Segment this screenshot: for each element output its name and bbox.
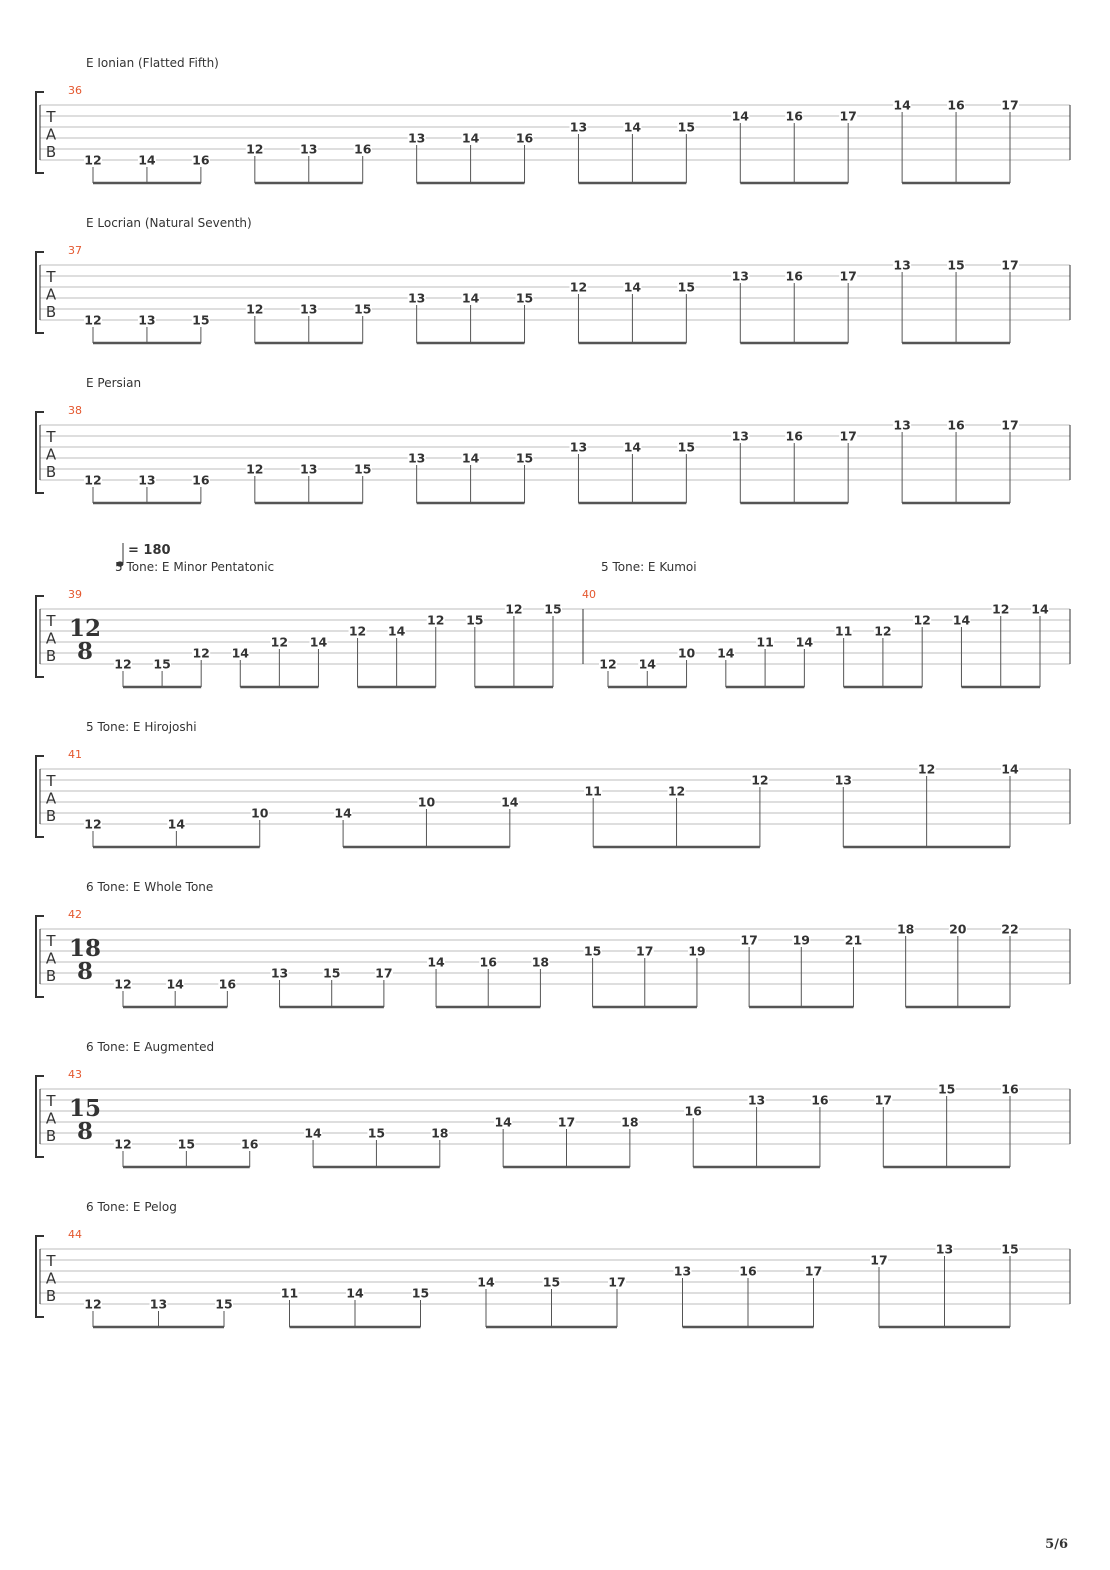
fret-number: 15 (1001, 1241, 1019, 1257)
fret-number: 14 (231, 645, 249, 661)
time-signature-bottom: 8 (76, 1118, 94, 1145)
fret-number: 13 (893, 257, 911, 273)
fret-number: 16 (785, 268, 803, 284)
fret-number: 20 (949, 921, 967, 937)
fret-number: 17 (1001, 257, 1019, 273)
fret-number: 13 (407, 130, 426, 146)
fret-number: 15 (466, 612, 484, 628)
fret-number: 12 (114, 976, 132, 992)
fret-number: 14 (309, 634, 328, 650)
fret-number: 15 (323, 965, 341, 981)
fret-number: 13 (138, 472, 156, 488)
fret-number: 15 (937, 1081, 956, 1097)
tab-clef-letter: T (46, 932, 56, 950)
fret-number: 12 (246, 141, 264, 157)
fret-number: 14 (477, 1274, 495, 1290)
time-signature-bottom: 8 (76, 958, 94, 985)
fret-number: 13 (569, 439, 588, 455)
tab-clef-letter: B (45, 1287, 57, 1305)
fret-number: 13 (747, 1092, 766, 1108)
fret-number: 13 (834, 772, 852, 788)
tab-clef-letter: T (46, 1252, 56, 1270)
fret-number: 21 (844, 932, 863, 948)
tab-clef-letter: A (45, 1269, 57, 1288)
fret-number: 15 (177, 1136, 196, 1152)
fret-number: 14 (795, 634, 814, 650)
fret-number: 14 (334, 805, 352, 821)
fret-number: 14 (717, 645, 735, 661)
fret-number: 16 (785, 108, 803, 124)
measure-number: 38 (68, 404, 82, 417)
tab-clef-letter: A (45, 789, 57, 808)
fret-number: 17 (870, 1252, 888, 1268)
fret-number: 12 (874, 623, 892, 639)
fret-number: 10 (251, 805, 269, 821)
tab-clef-letter: B (45, 967, 57, 985)
section-title: 6 Tone: E Augmented (86, 1040, 215, 1054)
fret-number: 10 (677, 645, 696, 661)
fret-number: 12 (192, 645, 210, 661)
fret-number: 14 (304, 1125, 322, 1141)
tab-clef-letter: T (46, 772, 56, 790)
measure-number: 43 (68, 1068, 82, 1081)
fret-number: 14 (166, 976, 184, 992)
fret-number: 13 (300, 461, 318, 477)
section-title: 6 Tone: E Pelog (86, 1200, 177, 1214)
measure-number: 41 (68, 748, 82, 761)
fret-number: 16 (947, 97, 965, 113)
fret-number: 12 (569, 279, 588, 295)
tab-clef-letter: B (45, 143, 57, 161)
fret-number: 19 (792, 932, 810, 948)
tab-clef-letter: A (45, 1109, 57, 1128)
time-signature-bottom: 8 (76, 638, 94, 665)
fret-number: 14 (167, 816, 186, 832)
fret-number: 14 (623, 439, 642, 455)
section-title: E Ionian (Flatted Fifth) (86, 56, 219, 70)
fret-number: 13 (569, 119, 588, 135)
fret-number: 15 (411, 1285, 430, 1301)
fret-number: 11 (756, 634, 774, 650)
fret-number: 12 (84, 152, 102, 168)
tempo-marking: = 180 (128, 543, 171, 558)
fret-number: 12 (84, 312, 102, 328)
tab-clef-letter: T (46, 268, 56, 286)
fret-number: 16 (192, 472, 210, 488)
fret-number: 17 (375, 965, 393, 981)
fret-number: 12 (348, 623, 367, 639)
fret-number: 16 (479, 954, 497, 970)
fret-number: 15 (544, 601, 562, 617)
fret-number: 11 (280, 1285, 299, 1301)
fret-number: 13 (935, 1241, 954, 1257)
fret-number: 13 (138, 312, 156, 328)
fret-number: 17 (740, 932, 758, 948)
fret-number: 16 (1001, 1081, 1019, 1097)
tab-clef-letter: B (45, 303, 57, 321)
fret-number: 15 (515, 290, 534, 306)
fret-number: 14 (346, 1285, 364, 1301)
tab-clef-letter: T (46, 1092, 56, 1110)
tab-clef-letter: A (45, 949, 57, 968)
fret-number: 12 (84, 472, 102, 488)
tab-clef-letter: A (45, 125, 57, 144)
fret-number: 14 (461, 450, 480, 466)
fret-number: 17 (557, 1114, 576, 1130)
fret-number: 17 (1001, 97, 1019, 113)
fret-number: 16 (192, 152, 210, 168)
tab-clef-letter: B (45, 1127, 57, 1145)
fret-number: 14 (387, 623, 406, 639)
fret-number: 17 (839, 108, 857, 124)
fret-number: 13 (407, 290, 426, 306)
section-title: E Locrian (Natural Seventh) (86, 216, 252, 230)
fret-number: 14 (461, 290, 480, 306)
fret-number: 15 (367, 1125, 386, 1141)
tab-clef-letter: B (45, 807, 57, 825)
fret-number: 10 (417, 794, 436, 810)
fret-number: 16 (811, 1092, 829, 1108)
measure-number: 36 (68, 84, 82, 97)
fret-number: 14 (461, 130, 480, 146)
fret-number: 13 (300, 141, 318, 157)
measure-number: 39 (68, 588, 82, 601)
fret-number: 16 (739, 1263, 757, 1279)
fret-number: 13 (673, 1263, 692, 1279)
tab-clef-letter: T (46, 108, 56, 126)
fret-number: 12 (270, 634, 289, 650)
fret-number: 12 (84, 1296, 102, 1312)
measure-number: 44 (68, 1228, 82, 1241)
fret-number: 18 (621, 1114, 639, 1130)
measure-number: 37 (68, 244, 82, 257)
tab-clef-letter: A (45, 629, 57, 648)
fret-number: 12 (505, 601, 523, 617)
tab-clef-letter: A (45, 445, 57, 464)
section-title: 5 Tone: E Minor Pentatonic (115, 560, 275, 574)
fret-number: 12 (84, 816, 102, 832)
fret-number: 14 (731, 108, 749, 124)
section-title: 5 Tone: E Kumoi (601, 560, 697, 574)
fret-number: 17 (1001, 417, 1019, 433)
fret-number: 17 (839, 428, 857, 444)
tab-clef-letter: B (45, 463, 57, 481)
fret-number: 15 (215, 1296, 233, 1312)
fret-number: 15 (677, 439, 696, 455)
fret-number: 12 (599, 656, 617, 672)
fret-number: 15 (515, 450, 534, 466)
fret-number: 13 (731, 428, 749, 444)
fret-number: 13 (270, 965, 289, 981)
fret-number: 12 (427, 612, 445, 628)
fret-number: 14 (1031, 601, 1049, 617)
fret-number: 12 (992, 601, 1010, 617)
fret-number: 14 (623, 279, 642, 295)
fret-number: 12 (751, 772, 769, 788)
fret-number: 16 (785, 428, 803, 444)
section-title: 5 Tone: E Hirojoshi (86, 720, 197, 734)
fret-number: 14 (1001, 761, 1019, 777)
tab-clef-letter: T (46, 612, 56, 630)
fret-number: 15 (192, 312, 210, 328)
fret-number: 15 (677, 119, 696, 135)
fret-number: 12 (913, 612, 931, 628)
fret-number: 14 (638, 656, 656, 672)
fret-number: 16 (515, 130, 534, 146)
measure-number: 42 (68, 908, 82, 921)
page-number: 5/6 (1045, 1537, 1068, 1552)
fret-number: 11 (834, 623, 853, 639)
fret-number: 13 (731, 268, 749, 284)
fret-number: 14 (138, 152, 156, 168)
fret-number: 16 (218, 976, 237, 992)
fret-number: 14 (623, 119, 642, 135)
fret-number: 12 (114, 656, 132, 672)
section-title: 6 Tone: E Whole Tone (86, 880, 214, 894)
fret-number: 18 (431, 1125, 449, 1141)
fret-number: 16 (241, 1136, 259, 1152)
fret-number: 18 (896, 921, 915, 937)
fret-number: 22 (1001, 921, 1019, 937)
tab-clef-letter: T (46, 428, 56, 446)
fret-number: 13 (893, 417, 911, 433)
fret-number: 15 (677, 279, 696, 295)
fret-number: 15 (354, 461, 372, 477)
tab-clef-letter: A (45, 285, 57, 304)
fret-number: 12 (667, 783, 686, 799)
time-signature-top: 15 (68, 1095, 102, 1122)
fret-number: 13 (407, 450, 426, 466)
time-signature-top: 18 (68, 935, 102, 962)
fret-number: 15 (947, 257, 965, 273)
tab-clef-letter: B (45, 647, 57, 665)
fret-number: 14 (952, 612, 971, 628)
fret-number: 17 (839, 268, 857, 284)
fret-number: 15 (542, 1274, 561, 1290)
fret-number: 16 (947, 417, 965, 433)
fret-number: 12 (246, 461, 264, 477)
fret-number: 18 (531, 954, 550, 970)
fret-number: 19 (688, 943, 706, 959)
fret-number: 11 (584, 783, 602, 799)
fret-number: 15 (153, 656, 171, 672)
section-title: E Persian (86, 376, 142, 390)
fret-number: 15 (583, 943, 602, 959)
fret-number: 17 (804, 1263, 823, 1279)
fret-number: 12 (114, 1136, 132, 1152)
fret-number: 14 (893, 97, 911, 113)
fret-number: 15 (354, 301, 372, 317)
fret-number: 14 (494, 1114, 512, 1130)
measure-number: 40 (582, 588, 596, 601)
fret-number: 13 (300, 301, 318, 317)
fret-number: 12 (246, 301, 264, 317)
fret-number: 14 (427, 954, 445, 970)
fret-number: 14 (501, 794, 519, 810)
fret-number: 16 (354, 141, 372, 157)
fret-number: 17 (608, 1274, 626, 1290)
time-signature-top: 12 (68, 615, 102, 642)
fret-number: 17 (636, 943, 654, 959)
fret-number: 13 (149, 1296, 168, 1312)
fret-number: 16 (684, 1103, 702, 1119)
fret-number: 17 (874, 1092, 892, 1108)
fret-number: 12 (917, 761, 936, 777)
